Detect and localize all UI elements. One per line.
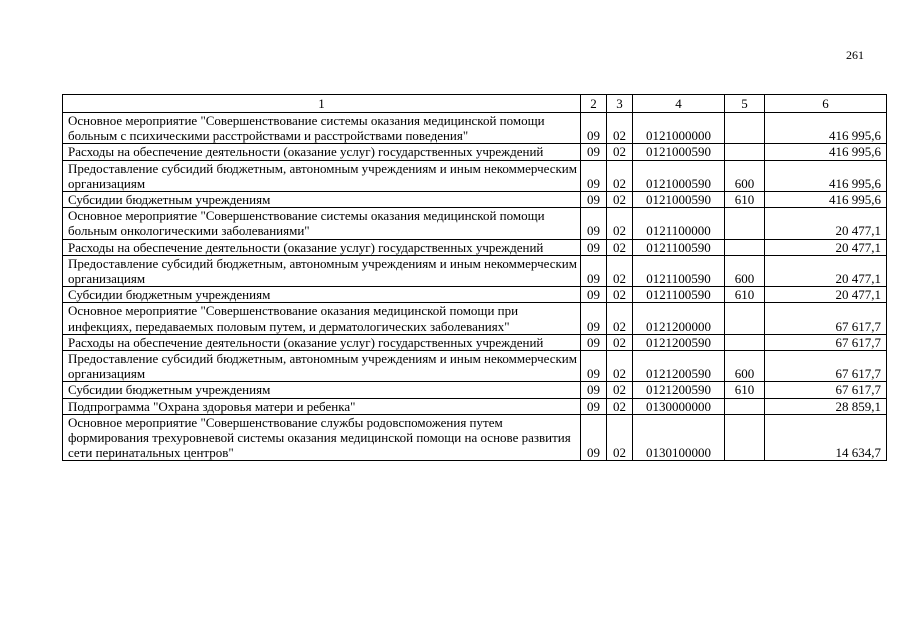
row-subsection: 02	[607, 287, 633, 303]
row-name: Расходы на обеспечение деятельности (оказание услуг) государственных учреждений	[63, 144, 581, 160]
row-subsection: 02	[607, 351, 633, 382]
row-name: Субсидии бюджетным учреждениям	[63, 287, 581, 303]
row-section: 09	[581, 113, 607, 144]
row-target-article: 0130000000	[633, 398, 725, 414]
row-target-article: 0121100590	[633, 255, 725, 286]
row-name: Предоставление субсидий бюджетным, автономным учреждениям и иным некоммерческим организациям	[63, 351, 581, 382]
row-section: 09	[581, 239, 607, 255]
row-amount: 20 477,1	[765, 287, 887, 303]
table-row	[63, 351, 887, 382]
table-row	[63, 239, 887, 255]
row-expense-type: 600	[725, 351, 765, 382]
row-section: 09	[581, 398, 607, 414]
row-target-article: 0121000000	[633, 113, 725, 144]
row-name: Предоставление субсидий бюджетным, автономным учреждениям и иным некоммерческим организациям	[63, 160, 581, 191]
row-amount: 20 477,1	[765, 255, 887, 286]
row-subsection: 02	[607, 334, 633, 350]
row-amount: 20 477,1	[765, 239, 887, 255]
row-amount: 20 477,1	[765, 208, 887, 239]
row-expense-type	[725, 414, 765, 461]
row-section: 09	[581, 208, 607, 239]
row-expense-type	[725, 303, 765, 334]
column-header-amount: 6	[765, 95, 887, 113]
table-row	[63, 255, 887, 286]
budget-table	[62, 94, 887, 461]
row-expense-type	[725, 239, 765, 255]
row-amount: 416 995,6	[765, 192, 887, 208]
row-name: Субсидии бюджетным учреждениям	[63, 192, 581, 208]
row-section: 09	[581, 334, 607, 350]
table-row	[63, 334, 887, 350]
column-header-subsection: 3	[607, 95, 633, 113]
page-number: 261	[846, 48, 864, 62]
row-subsection: 02	[607, 239, 633, 255]
row-expense-type	[725, 208, 765, 239]
row-name: Основное мероприятие "Совершенствование системы оказания медицинской помощи больным онкологическими заболеваниями"	[63, 208, 581, 239]
column-header-target-article: 4	[633, 95, 725, 113]
row-expense-type	[725, 113, 765, 144]
row-subsection: 02	[607, 303, 633, 334]
row-expense-type	[725, 334, 765, 350]
row-name: Расходы на обеспечение деятельности (оказание услуг) государственных учреждений	[63, 239, 581, 255]
table-row	[63, 303, 887, 334]
row-target-article: 0121100000	[633, 208, 725, 239]
row-amount: 416 995,6	[765, 113, 887, 144]
row-target-article: 0121200000	[633, 303, 725, 334]
row-name: Расходы на обеспечение деятельности (оказание услуг) государственных учреждений	[63, 334, 581, 350]
row-section: 09	[581, 303, 607, 334]
row-expense-type	[725, 398, 765, 414]
row-expense-type: 600	[725, 160, 765, 191]
row-name: Предоставление субсидий бюджетным, автономным учреждениям и иным некоммерческим организациям	[63, 255, 581, 286]
row-amount: 67 617,7	[765, 303, 887, 334]
table-row	[63, 287, 887, 303]
row-amount: 67 617,7	[765, 382, 887, 398]
row-subsection: 02	[607, 398, 633, 414]
row-target-article: 0130100000	[633, 414, 725, 461]
row-section: 09	[581, 287, 607, 303]
table-row	[63, 160, 887, 191]
table-row	[63, 144, 887, 160]
row-expense-type: 610	[725, 382, 765, 398]
row-amount: 14 634,7	[765, 414, 887, 461]
column-header-name: 1	[63, 95, 581, 113]
row-target-article: 0121200590	[633, 382, 725, 398]
table-row	[63, 414, 887, 461]
table-row	[63, 398, 887, 414]
row-name: Основное мероприятие "Совершенствование системы оказания медицинской помощи больным с психическими расстройствами и расстройствами поведения"	[63, 113, 581, 144]
row-subsection: 02	[607, 414, 633, 461]
row-section: 09	[581, 255, 607, 286]
row-name: Основное мероприятие "Совершенствование оказания медицинской помощи при инфекциях, передаваемых половым путем, и дерматологических заболеваниях"	[63, 303, 581, 334]
row-subsection: 02	[607, 144, 633, 160]
table-row	[63, 382, 887, 398]
row-name: Основное мероприятие "Совершенствование службы родовспоможения путем формирования трехуровневой системы оказания медицинской помощи на основе развития сети перинатальных центров"	[63, 414, 581, 461]
row-target-article: 0121200590	[633, 334, 725, 350]
row-expense-type: 600	[725, 255, 765, 286]
column-header-expense-type: 5	[725, 95, 765, 113]
row-subsection: 02	[607, 255, 633, 286]
row-name: Субсидии бюджетным учреждениям	[63, 382, 581, 398]
row-subsection: 02	[607, 382, 633, 398]
row-expense-type: 610	[725, 287, 765, 303]
row-section: 09	[581, 414, 607, 461]
row-subsection: 02	[607, 208, 633, 239]
row-expense-type: 610	[725, 192, 765, 208]
row-target-article: 0121000590	[633, 160, 725, 191]
row-subsection: 02	[607, 113, 633, 144]
row-amount: 67 617,7	[765, 351, 887, 382]
row-amount: 416 995,6	[765, 160, 887, 191]
row-amount: 416 995,6	[765, 144, 887, 160]
table-row	[63, 208, 887, 239]
row-section: 09	[581, 351, 607, 382]
row-target-article: 0121000590	[633, 144, 725, 160]
row-section: 09	[581, 382, 607, 398]
row-section: 09	[581, 160, 607, 191]
row-target-article: 0121000590	[633, 192, 725, 208]
row-name: Подпрограмма "Охрана здоровья матери и ребенка"	[63, 398, 581, 414]
row-target-article: 0121100590	[633, 287, 725, 303]
row-expense-type	[725, 144, 765, 160]
row-amount: 28 859,1	[765, 398, 887, 414]
column-header-section: 2	[581, 95, 607, 113]
row-subsection: 02	[607, 160, 633, 191]
table-row	[63, 113, 887, 144]
table-row	[63, 192, 887, 208]
row-amount: 67 617,7	[765, 334, 887, 350]
row-target-article: 0121200590	[633, 351, 725, 382]
header-row	[63, 95, 887, 113]
row-section: 09	[581, 144, 607, 160]
row-section: 09	[581, 192, 607, 208]
row-subsection: 02	[607, 192, 633, 208]
row-target-article: 0121100590	[633, 239, 725, 255]
